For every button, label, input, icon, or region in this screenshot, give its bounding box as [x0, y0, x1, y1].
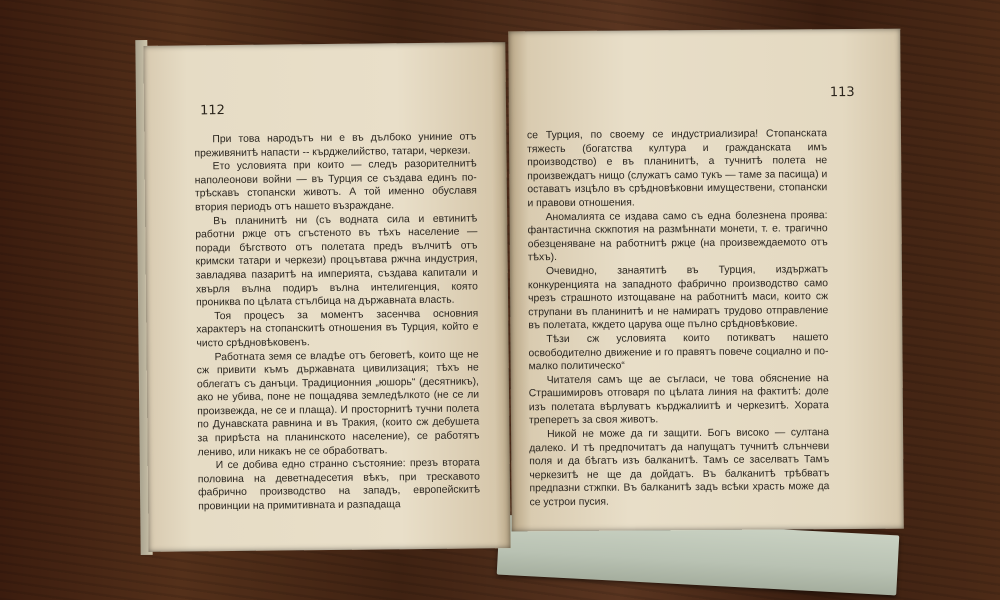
right-page-text: [527, 127, 830, 510]
left-page: [143, 42, 510, 552]
paragraph: Никой не може да ги защити. Богъ високо — султана далеко. И тѣ предпочитатъ да напущатъ тучнитѣ слънчеви поля и да бѣгатъ изъ балканитѣ. Тамъ се заселватъ Тамъ черкезитѣ не ще да дойдатъ. Въ балканитѣ трѣбватъ предпазни стжпки. Въ балканитѣ задъ всѣки храсть може да се устрои пусия.: [529, 427, 830, 509]
page-number-right: 113: [829, 84, 855, 101]
paragraph: Работната земя се владѣе отъ беговетѣ, които ще не сж привити къмъ държавната цивилизация; тѣхъ не облегатъ съ данъци. Традиционния „юшорь“ (десятникъ), ако не убива, поне не пощадява земледѣлкото (не се ли произвежда, не се и плаща). И просторнитѣ тучни полета по Дунавската равнина и въ Тракия, (които сж дебушета за прирѣста на планинското население), се работятъ лениво, или никакъ не се обработватъ.: [196, 348, 480, 459]
paragraph: Аномалията се издава само съ една болезнена проява: фантастична скжпотия на размѣннати монети, т. е. трагично обезценяване на работнитѣ ржце (на произвеждаемото отъ тѣхъ).: [527, 209, 828, 264]
paragraph: Очевидно, занаятитѣ въ Турция, издържатъ конкуренцията на западното фабрично производство само чрезъ страшното изтощаване на работнитѣ маси, които сж струпани въ планинитѣ и не намиратъ трудово отправление въ полетата, кждето царува още пълно срѣдновѣковие.: [527, 264, 829, 332]
paragraph: Въ планинитѣ ни (съ водната сила и евтинитѣ работни ржце отъ сгъстеното въ тѣхъ население — поради бѣгството отъ полетата предъ вълчитѣ отъ кримски татари и черкези) процъвтава ржчна индустрия, завладява пазаритѣ на империята, създава капитали и хвърля вълна подиръ вълна интелигенция, която прониква по цѣлата стълбица на държавната власть.: [195, 212, 478, 309]
paragraph: Тѣзи сж условията които потикватъ нашето освободително движение и го правятъ повече социално и по-малко политическо“: [528, 332, 829, 373]
page-number-left: 112: [199, 103, 225, 119]
left-page-text: [194, 130, 480, 514]
paragraph: Читателя самъ ще ае съгласи, че това обяснение на Страшимировъ отговаря по цѣлата линия на фактитѣ: доле изъ полетата вѣрлуватъ кърджалиитѣ и черкезитѣ. Хората треперетъ за своя животъ.: [528, 372, 829, 427]
open-book: [138, 30, 910, 585]
paragraph: При това народътъ ни е въ дълбоко униние отъ преживянитѣ напасти -- кърджелийство, татари, черкези.: [194, 131, 477, 159]
paragraph: И се добива едно странно състояние: презъ втората половина на деветнадесетия вѣкъ, при трескавото фабрично производство на западъ, европейскитѣ провинции на примитивната и разпадаща: [197, 457, 481, 513]
paragraph: се Турция, по своему се индустриализира! Стопанската тяжесть (богатства култура и гражданската имъ производство) е въ планинитѣ, а тучнитѣ полета не произвеждатъ нищо (служатъ само тукъ — таме за пасища) и оставатъ изцѣло въ срѣдновѣковни имуществени, стопански и правови отношения.: [526, 128, 828, 210]
paragraph: Ето условията при които — следъ разорителнитѣ наполеонови войни — въ Турция се създава единъ по-трѣскавъ стопански животъ. А той именно обуславя втория периодъ отъ нашето възраждане.: [194, 158, 477, 214]
right-page: [508, 29, 903, 532]
paragraph: Тоя процесъ за моментъ засенчва основния характеръ на стопанскитѣ отношения въ Турция, който е чисто срѣдновѣковенъ.: [196, 308, 479, 350]
